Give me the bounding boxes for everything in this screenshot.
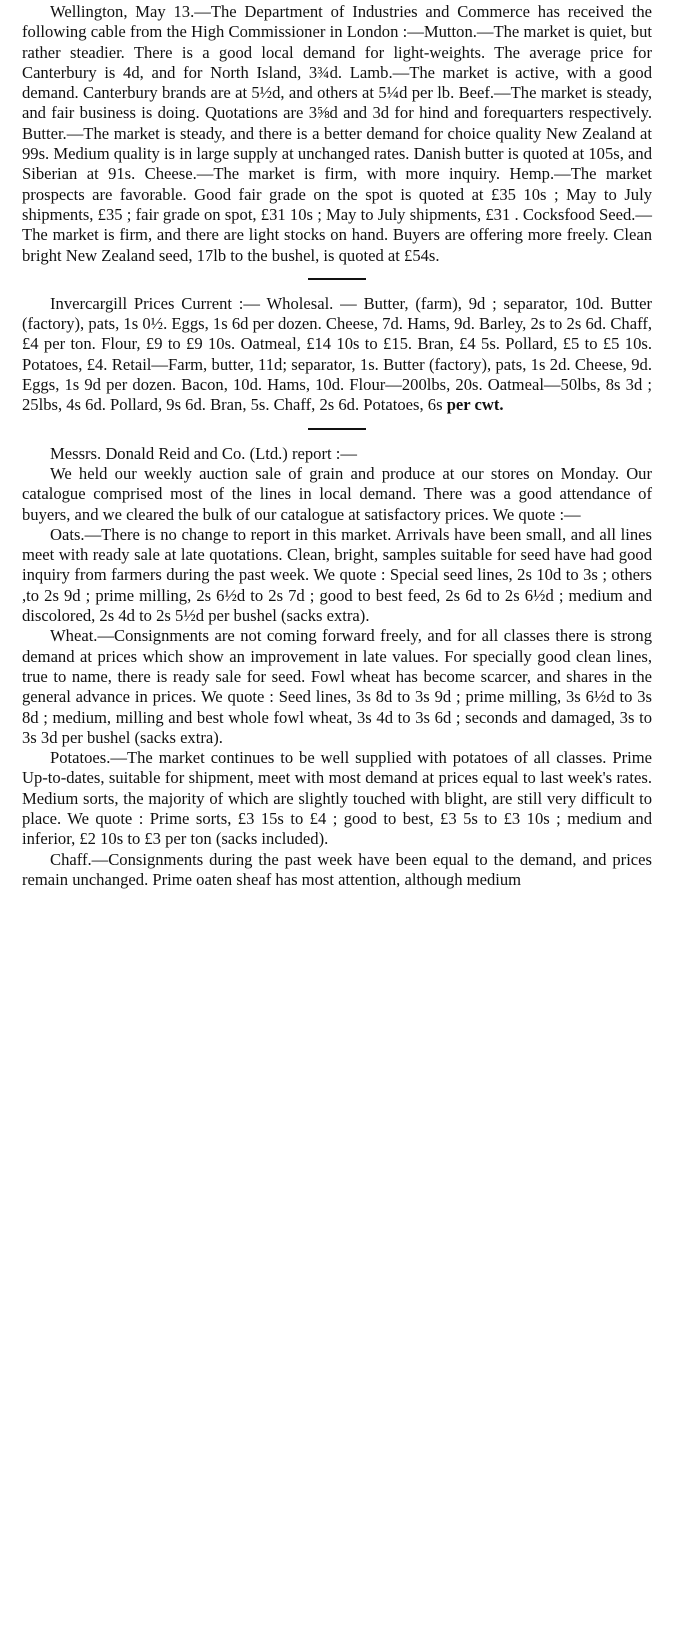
report-heading: Messrs. Donald Reid and Co. (Ltd.) report :— <box>50 443 357 463</box>
potatoes-paragraph: Potatoes.—The market continues to be well supplied with potatoes of all classes. Prime Up-to-dates, suitable for shipment, meet with most demand at prices equal to last week's rates. Medium sorts, the majority of which are slightly touched with blight, are still very difficult to place. We quote : Prime sorts, £3 15s to £4 ; good to best, £3 5s to £3 10s ; medium and inferior, £2 10s to £3 per ton (sacks included). <box>22 748 652 849</box>
section-divider <box>308 278 366 280</box>
intro-paragraph: We held our weekly auction sale of grain and produce at our stores on Monday. Our catalogue comprised most of the lines in local demand. There was a good attendance of buyers, and we cleared the bulk of our catalogue at satisfactory prices. We quote :— <box>22 463 652 524</box>
invercargill-paragraph <box>22 294 652 416</box>
chaff-paragraph: Chaff.—Consignments during the past week have been equal to the demand, and prices remain unchanged. Prime oaten sheaf has most attention, although medium <box>22 849 652 889</box>
invercargill-prices-report <box>22 294 652 416</box>
oats-paragraph: Oats.—There is no change to report in this market. Arrivals have been small, and all lines meet with ready sale at late quotations. Clean, bright, samples suitable for seed have had good inquiry from farmers during the past week. We quote : Special seed lines, 2s 10d to 3s ; others ,to 2s 9d ; prime milling, 2s 6½d to 2s 7d ; good to best feed, 2s 6d to 2s 6½d ; medium and discolored, 2s 4d to 2s 5½d per bushel (sacks extra). <box>22 524 652 626</box>
invercargill-prices-tail: per cwt. <box>446 395 504 415</box>
wellington-cable-report <box>22 2 652 266</box>
donald-reid-report <box>22 444 652 891</box>
wheat-paragraph: Wheat.—Consignments are not coming forward freely, and for all classes there is strong demand at prices which show an improvement in late values. For specially good clean lines, true to name, there is ready sale for seed. Fowl wheat has become scarcer, and shares in the general advance in prices. We quote : Seed lines, 3s 8d to 3s 9d ; prime milling, 3s 6½d to 3s 8d ; medium, milling and best whole fowl wheat, 3s 4d to 3s 6d ; seconds and damaged, 3s to 3s 3d per bushel (sacks extra). <box>22 626 652 747</box>
section-divider <box>308 428 366 430</box>
invercargill-prices-text: Invercargill Prices Current :— Wholesal. — Butter, (farm), 9d ; separator, 10d. Butter (factory), pats, 1s 0½. Eggs, 1s 6d per dozen. Cheese, 7d. Hams, 9d. Barley, 2s to 2s 6d. Chaff, £4 per ton. Flour, £9 to £9 10s. Oatmeal, £14 10s to £15. Bran, £4 5s. Pollard, £5 to £5 10s. Potatoes, £4. Retail—Farm, butter, 11d; separator, 1s. Butter (factory), pats, 1s 2d. Cheese, 9d. Eggs, 1s 9d per dozen. Bacon, 10d. Hams, 10d. Flour—200lbs, 20s. Oatmeal—50lbs, 8s 3d ; 25lbs, 4s 6d. Pollard, 9s 6d. Bran, 5s. Chaff, 2s 6d. Potatoes, 6s <box>22 293 652 415</box>
wellington-paragraph: Wellington, May 13.—The Department of Industries and Commerce has received the following cable from the High Commissioner in London :—Mutton.—The market is quiet, but rather steadier. There is a good local demand for light-weights. The average price for Canterbury is 4d, and for North Island, 3¾d. Lamb.—The market is active, with a good demand. Canterbury brands are at 5½d, and others at 5¼d per lb. Beef.—The market is steady, and fair business is doing. Quotations are 3⅝d and 3d for hind and forequarters respectively. Butter.—The market is steady, and there is a better demand for choice quality New Zealand at 99s. Medium quality is in large supply at unchanged rates. Danish butter is quoted at 105s, and Siberian at 91s. Cheese.—The market is firm, with more inquiry. Hemp.—The market prospects are favorable. Good fair grade on the spot is quoted at £35 10s ; May to July shipments, £35 ; fair grade on spot, £31 10s ; May to July shipments, £31 . Cocksfood Seed.—The market is firm, and there are light stocks on hand. Buyers are offering more freely. Clean bright New Zealand seed, 17lb to the bushel, is quoted at £54s. <box>22 2 652 265</box>
